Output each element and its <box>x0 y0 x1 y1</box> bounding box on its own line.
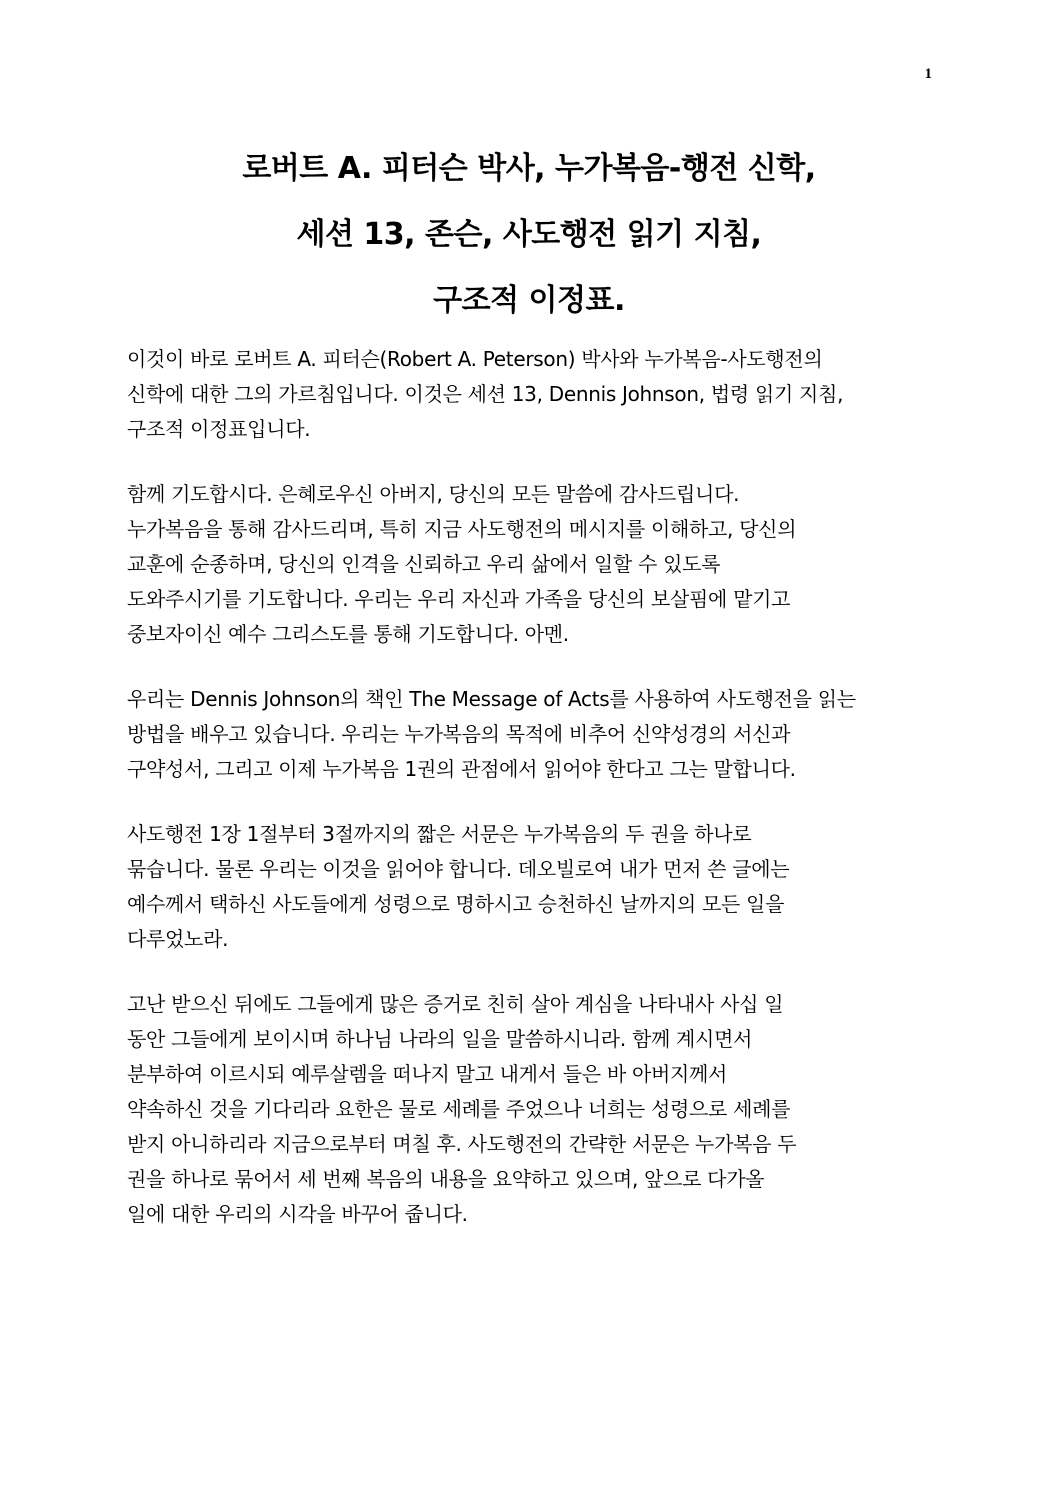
paragraph-acts-preface <box>127 817 947 957</box>
text-line: 고난 받으신 뒤에도 그들에게 많은 증거로 친히 살아 계심을 나타내사 사십 일 <box>127 992 784 1016</box>
text-line: 분부하여 이르시되 예루살렘을 떠나지 말고 내게서 들은 바 아버지께서 <box>127 1062 728 1086</box>
text-line: 일에 대한 우리의 시각을 바꾸어 줍니다. <box>127 1202 468 1226</box>
document-title <box>0 136 1058 334</box>
text-line: 동안 그들에게 보이시며 하나님 나라의 일을 말씀하시니라. 함께 계시면서 <box>127 1027 753 1051</box>
text-line: 다루었노라. <box>127 927 229 951</box>
paragraph-johnson <box>127 682 947 787</box>
paragraph-intro <box>127 342 947 447</box>
text-line: 중보자이신 예수 그리스도를 통해 기도합니다. 아멘. <box>127 622 569 646</box>
paragraph-prayer <box>127 477 947 652</box>
paragraph-scripture <box>127 987 947 1232</box>
text-line: 권을 하나로 묶어서 세 번째 복음의 내용을 요약하고 있으며, 앞으로 다가올 <box>127 1167 765 1191</box>
text-line: 받지 아니하리라 지금으로부터 며칠 후. 사도행전의 간략한 서문은 누가복음 두 <box>127 1132 797 1156</box>
text-line: 사도행전 1장 1절부터 3절까지의 짧은 서문은 누가복음의 두 권을 하나로 <box>127 822 752 846</box>
page-number: 1 <box>924 66 932 82</box>
text-line: 구조적 이정표입니다. <box>127 417 311 441</box>
title-line: 로버트 A. 피터슨 박사, 누가복음-행전 신학, <box>242 151 816 186</box>
text-line: 우리는 Dennis Johnson의 책인 The Message of Acts를 사용하여 사도행전을 읽는 <box>127 687 856 711</box>
text-line: 도와주시기를 기도합니다. 우리는 우리 자신과 가족을 당신의 보살핌에 맡기고 <box>127 587 791 611</box>
document-body <box>127 342 947 1262</box>
text-line: 함께 기도합시다. 은혜로우신 아버지, 당신의 모든 말씀에 감사드립니다. <box>127 482 740 506</box>
text-line: 구약성서, 그리고 이제 누가복음 1권의 관점에서 읽어야 한다고 그는 말합니다. <box>127 757 796 781</box>
text-line: 약속하신 것을 기다리라 요한은 물로 세례를 주었으나 너희는 성령으로 세례를 <box>127 1097 791 1121</box>
title-line: 구조적 이정표. <box>433 283 625 318</box>
text-line: 신학에 대한 그의 가르침입니다. 이것은 세션 13, Dennis Johnson, 법령 읽기 지침, <box>127 382 844 406</box>
text-line: 누가복음을 통해 감사드리며, 특히 지금 사도행전의 메시지를 이해하고, 당신의 <box>127 517 797 541</box>
text-line: 예수께서 택하신 사도들에게 성령으로 명하시고 승천하신 날까지의 모든 일을 <box>127 892 785 916</box>
text-line: 교훈에 순종하며, 당신의 인격을 신뢰하고 우리 삶에서 일할 수 있도록 <box>127 552 721 576</box>
title-line: 세션 13, 존슨, 사도행전 읽기 지침, <box>296 217 762 252</box>
text-line: 이것이 바로 로버트 A. 피터슨(Robert A. Peterson) 박사와 누가복음-사도행전의 <box>127 347 823 371</box>
text-line: 묶습니다. 물론 우리는 이것을 읽어야 합니다. 데오빌로여 내가 먼저 쓴 글에는 <box>127 857 790 881</box>
text-line: 방법을 배우고 있습니다. 우리는 누가복음의 목적에 비추어 신약성경의 서신과 <box>127 722 791 746</box>
